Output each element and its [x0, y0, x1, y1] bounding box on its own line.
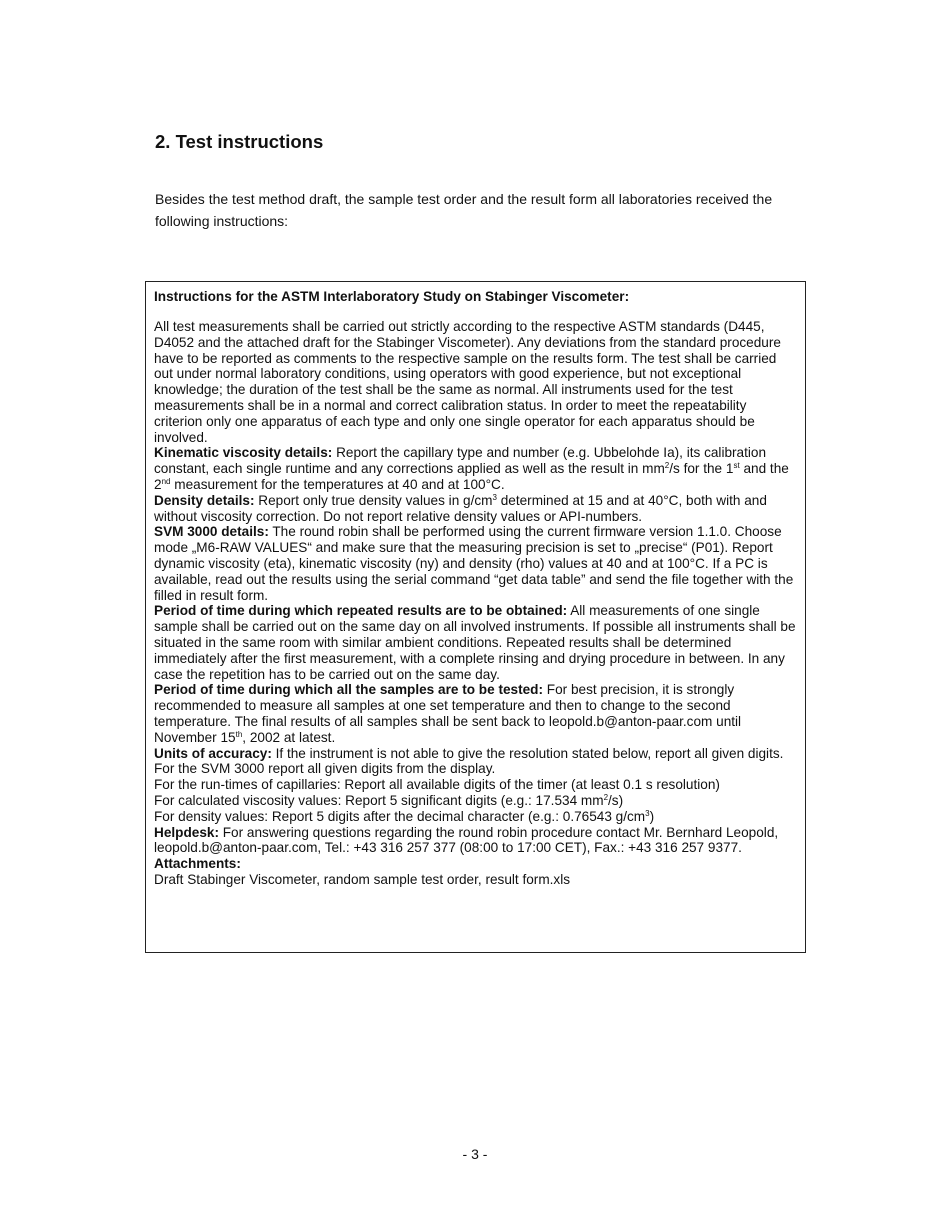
svm-3000-details: SVM 3000 details: The round robin shall be performed using the current firmware version 1.1.0. Choose mode „M6-RAW VALUES“ and make sure that the measuring precision is set to „precise“ (P01). Report dynamic viscosity (eta), kinematic viscosity (ny) and density (rho) values at 40 and at 100°C. If a PC is available, read out the results using the serial command “get data table” and send the file together with the filled in result form. — [154, 524, 794, 603]
instructions-box — [145, 281, 806, 953]
intro-paragraph: Besides the test method draft, the sample test order and the result form all laboratories received the following instructions: — [155, 191, 773, 229]
density-details: Density details: Report only true density values in $g/cm^3$ determined at 15 and at 40°C, both with and without viscosity correction. Do not report relative density values or API-numbers. — [154, 492, 767, 524]
units-label: Units of accuracy: — [154, 745, 272, 761]
instructions-title: Instructions for the ASTM Interlaboratory Study on Stabinger Viscometer: — [154, 289, 630, 304]
general-instructions: All test measurements shall be carried out strictly according to the respective ASTM standards (D445, D4052 and the attached draft for the Stabinger Viscometer). Any deviations from the standard procedure have to be reported as comments to the respective sample on the results form. The test shall be carried out under normal laboratory conditions, using operators with good experience, but not exceptional knowledge; the duration of the test shall be the same as normal. All instruments used for the test measurements shall be in a normal and correct calibration status. In order to meet the repeatability criterion only one apparatus of each type and only one single operator for each apparatus should be involved. — [154, 319, 781, 445]
samples-tested-period: Period of time during which all the samples are to be tested: For best precision, it is strongly recommended to measure all samples at one set temperature and then to change to the second temperature. The final results of all samples shall be sent back to leopold.b@anton-paar.com until November 15th, 2002 at latest. — [154, 682, 742, 745]
units-runtime-line: For the run-times of capillaries: Report all available digits of the timer (at least 0.1 s resolution) — [154, 777, 720, 793]
units-viscosity-line: For calculated viscosity values: Report 5 significant digits (e.g.: 17.534 $mm^2/s$) — [154, 792, 624, 808]
attachments-label: Attachments: — [154, 856, 241, 872]
units-density-line: For density values: Report 5 digits after the decimal character (e.g.: 0.76543 $g/cm^3$) — [154, 808, 655, 824]
units-svm-line: For the SVM 3000 report all given digits from the display. — [154, 761, 496, 777]
repeated-results-period: Period of time during which repeated results are to be obtained: All measurements of one single sample shall be carried out on the same day on all involved instruments. If possible all instruments shall be situated in the same room with similar ambient conditions. Repeated results shall be determined immediately after the first measurement, with a complete rinsing and drying procedure in between. In any case the repetition has to be carried out on the same day. — [154, 603, 796, 682]
svm-label: SVM 3000 details: — [154, 524, 269, 540]
density-label: Density details: — [154, 492, 255, 508]
page-number: - 3 - — [462, 1146, 488, 1162]
page-title: 2. Test instructions — [155, 131, 324, 152]
units-of-accuracy: Units of accuracy: If the instrument is not able to give the resolution stated below, report all given digits. — [154, 745, 784, 761]
tested-label: Period of time during which all the samples are to be tested: — [154, 682, 544, 698]
kinematic-label: Kinematic viscosity details: — [154, 445, 333, 461]
helpdesk-label: Helpdesk: — [154, 824, 219, 840]
kinematic-viscosity-details: Kinematic viscosity details: Report the capillary type and number (e.g. Ubbelohde Ia), its calibration constant, each single runtime and any corrections applied as well as the result in $mm^2/s$ for the 1st and the 2nd measurement for the temperatures at 40 and at 100°C. — [154, 445, 789, 492]
repeated-label: Period of time during which repeated results are to be obtained: — [154, 603, 568, 619]
helpdesk: Helpdesk: For answering questions regarding the round robin procedure contact Mr. Bernhard Leopold, leopold.b@anton-paar.com, Tel.: +43 316 257 377 (08:00 to 17:00 CET), Fax.: +43 316 257 9377. — [154, 824, 779, 856]
attachments-list: Draft Stabinger Viscometer, random sample test order, result form.xls — [154, 871, 571, 887]
